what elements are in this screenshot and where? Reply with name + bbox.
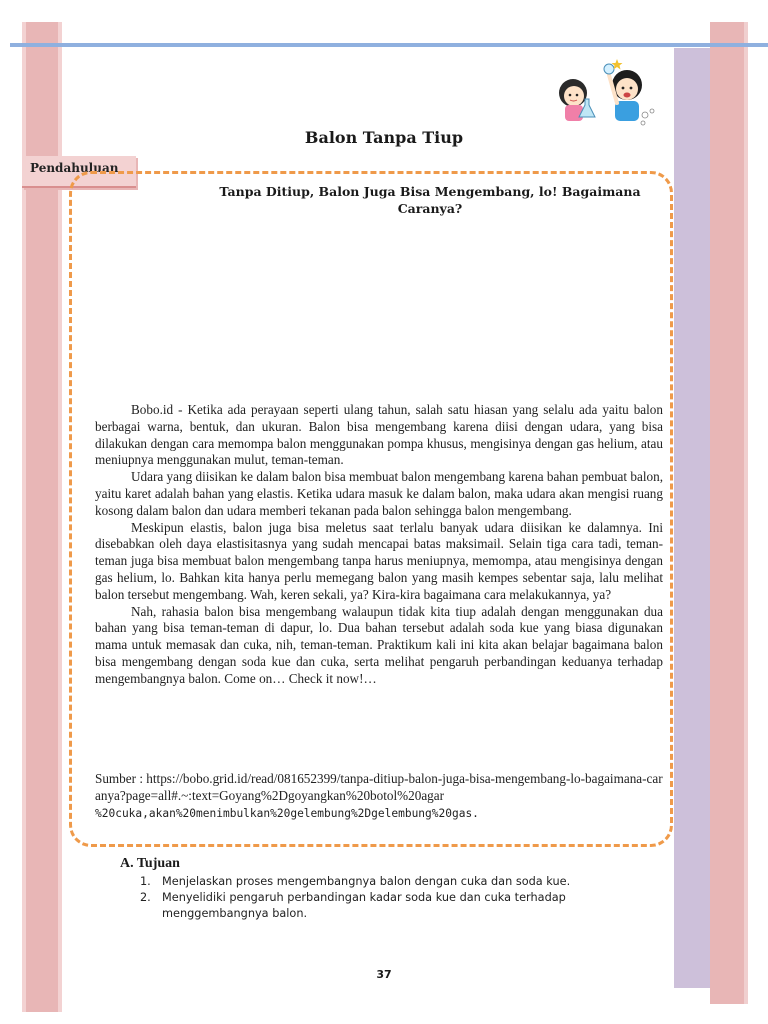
subtitle-line-2: Caranya? [397,201,463,216]
page-title-text: Balon Tanpa Tiup [304,128,464,147]
goal-number: 2. [140,891,151,904]
article-subtitle [210,183,650,217]
source-link[interactable]: Sumber : https://bobo.grid.id/read/081652399/tanpa-ditiup-balon-juga-bisa-mengembang-lo-bagaimana-caranya?page=all#.~:text=Goyang%2Dgoyangkan%20botol%20agar [95,771,663,803]
right-purple-stripe [674,48,710,988]
goals-heading: A. Tujuan [120,856,180,871]
top-blue-rule [10,43,768,47]
goal-text: Menjelaskan proses mengembangnya balon dengan cuka dan soda kue. [162,875,571,888]
goal-text: Menyelidiki pengaruh perbandingan kadar soda kue dan cuka terhadap menggembangnya balon. [162,891,566,920]
goal-number: 1. [140,875,151,888]
paragraph-1: Bobo.id - Ketika ada perayaan seperti ulang tahun, salah satu hiasan yang selalu ada yaitu balon berbagai warna, bentuk, dan ukuran. Balon bisa mengembang karena diisi dengan udara, yang bisa dilakukan dengan cara memompa balon menggunakan pompa khusus, mengisinya dengan gas helium, atau meniupnya menggunakan mulut, teman-teman. [95,402,663,468]
goals-list [140,874,610,922]
goal-item [140,890,610,922]
article-body [95,402,663,688]
subtitle-line-1: Tanpa Ditiup, Balon Juga Bisa Mengembang, lo! Bagaimana [219,184,641,199]
paragraph-4: Nah, rahasia balon bisa mengembang walaupun tidak kita tiup adalah dengan menggunakan dua bahan yang bisa teman-teman di dapur, lo. Dua bahan tersebut adalah soda kue yang biasa digunakan mama untuk memasak dan cuka, nih, teman-teman. Praktikum kali ini kita akan belajar bagaimana balon bisa mengembang dengan soda kue dan cuka, serta melihat pengaruh perbandingan keduanya terhadap mengembangnya balon. Come on… Check it now!… [95,603,663,686]
page-title [0,128,768,147]
right-pink-stripe-edge [744,22,748,1004]
source-link-tail[interactable]: %20cuka,akan%20menimbulkan%20gelembung%2Dgelembung%20gas. [95,807,479,820]
kids-experiment-illustration [555,55,660,130]
goal-item [140,874,610,890]
paragraph-3: Meskipun elastis, balon juga bisa meletus saat terlalu banyak udara diisikan ke dalamnya. Ini disebabkan oleh daya elastisitasnya yang sudah mencapai batas maksimail. Selain tiga cara tadi, teman-teman juga bisa membuat balon mengembang tanpa harus meniupnya, memompa, atau mengisinya dengan gas helium, lo. Bahkan kita hanya perlu memegang balon yang masih kempes sebentar saja, lalu melihat balon tersebut mengembang. Wah, keren sekali, ya? Kira-kira bagaimana cara melakukannya, ya? [95,519,663,602]
right-pink-stripe [710,22,746,1004]
page-number: 37 [376,968,392,981]
paragraph-2: Udara yang diisikan ke dalam balon bisa membuat balon mengembang karena bahan pembuat balon, yaitu karet adalah bahan yang elastis. Ketika udara masuk ke dalam balon, maka udara akan mengisi ruang kosong dalam balon dan udara memberi tekanan pada balon sehingga balon mengembang. [95,469,663,518]
section-tab-label: Pendahuluan [30,161,119,175]
source-citation [95,770,665,822]
